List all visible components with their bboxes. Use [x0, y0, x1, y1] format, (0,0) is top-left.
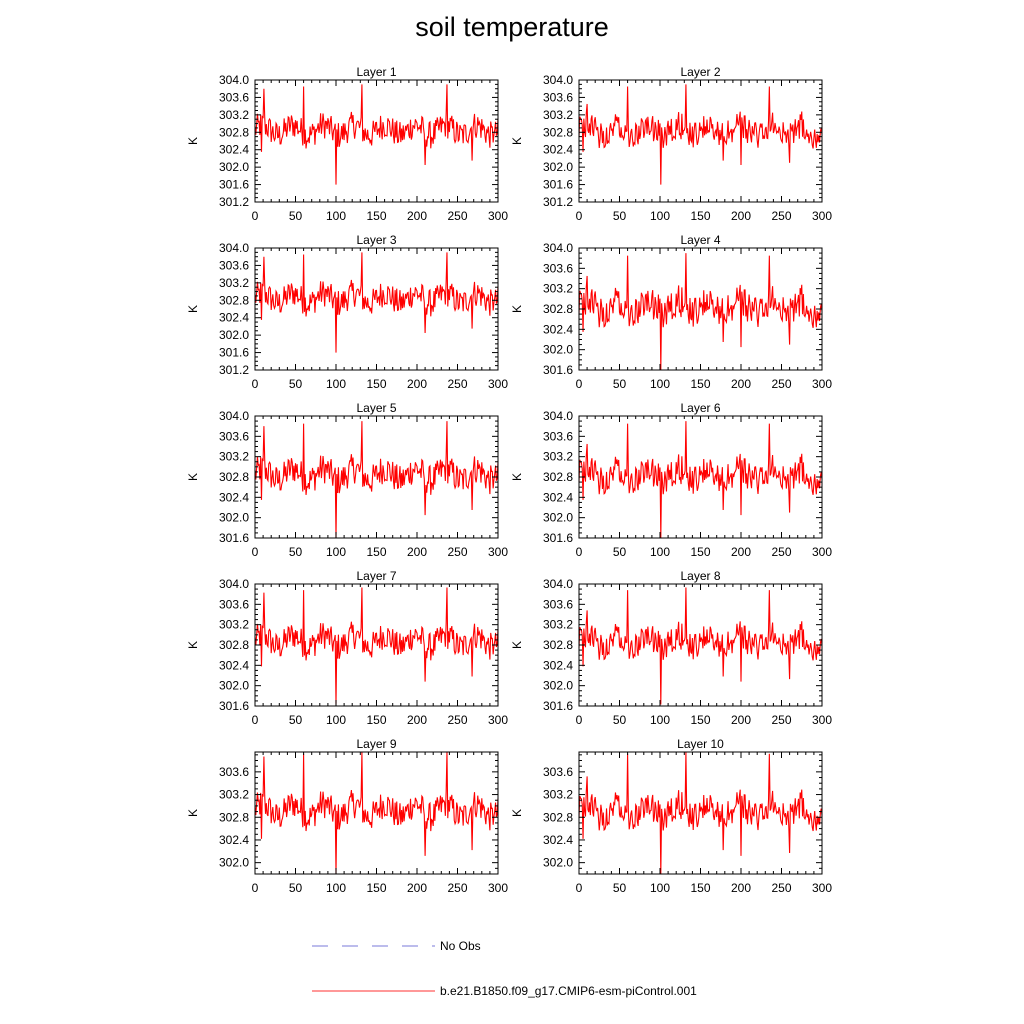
x-tick-label: 0 [575, 713, 583, 727]
y-axis-label: K [510, 136, 524, 146]
panel-title: Layer 4 [680, 233, 721, 247]
x-tick-label: 50 [288, 209, 303, 223]
y-tick-label: 302.8 [218, 293, 249, 308]
x-tick-label: 50 [612, 377, 627, 391]
x-tick-label: 150 [366, 713, 387, 727]
y-tick-label: 303.2 [218, 449, 249, 464]
y-tick-label: 302.8 [218, 470, 249, 484]
y-tick-label: 302.4 [542, 142, 573, 157]
y-axis-label: K [186, 808, 200, 818]
x-tick-label: 150 [366, 377, 387, 391]
x-tick-label: 250 [771, 881, 792, 895]
plot-frame [579, 80, 822, 202]
y-tick-label: 303.2 [542, 281, 573, 296]
x-tick-label: 250 [771, 209, 792, 223]
x-tick-label: 100 [325, 377, 347, 391]
y-tick-label: 304.0 [218, 409, 249, 423]
y-tick-label: 303.6 [218, 597, 249, 612]
y-tick-label: 304.0 [218, 73, 249, 87]
x-tick-label: 150 [690, 881, 711, 895]
x-tick-label: 150 [690, 209, 711, 223]
y-tick-label: 302.0 [542, 510, 573, 525]
y-tick-label: 302.4 [218, 658, 249, 673]
y-tick-label: 304.0 [542, 577, 573, 591]
y-tick-label: 304.0 [542, 409, 573, 423]
x-tick-label: 150 [366, 545, 387, 559]
legend-label: b.e21.B1850.f09_g17.CMIP6-esm-piControl.001 [440, 984, 697, 998]
x-tick-label: 100 [325, 209, 347, 223]
y-tick-label: 303.2 [218, 107, 249, 122]
panel-title: Layer 1 [356, 65, 397, 79]
y-tick-label: 301.6 [218, 345, 249, 360]
x-tick-label: 50 [612, 545, 627, 559]
x-tick-label: 300 [811, 209, 833, 223]
x-tick-label: 0 [575, 377, 583, 391]
series-line [579, 421, 822, 538]
x-tick-label: 150 [366, 209, 387, 223]
x-tick-label: 0 [251, 545, 259, 559]
x-tick-label: 250 [447, 545, 468, 559]
x-tick-label: 250 [771, 377, 792, 391]
panel-title: Layer 6 [680, 401, 721, 415]
page-title: soil temperature [415, 12, 609, 42]
y-tick-label: 304.0 [542, 241, 573, 255]
panel-title: Layer 8 [680, 569, 721, 583]
x-tick-label: 100 [649, 713, 671, 727]
x-tick-label: 50 [288, 545, 303, 559]
y-axis-label: K [186, 136, 200, 146]
x-tick-label: 250 [447, 713, 468, 727]
x-tick-label: 50 [288, 377, 303, 391]
y-tick-label: 303.2 [218, 617, 249, 632]
y-tick-label: 302.0 [218, 855, 249, 870]
y-tick-label: 302.8 [218, 125, 249, 140]
y-tick-label: 303.2 [542, 617, 573, 632]
y-tick-label: 301.6 [542, 531, 573, 545]
plot-frame [255, 80, 498, 202]
x-tick-label: 0 [575, 209, 583, 223]
y-tick-label: 302.0 [542, 678, 573, 693]
y-tick-label: 301.2 [218, 195, 249, 209]
x-tick-label: 300 [487, 713, 509, 727]
x-tick-label: 150 [690, 713, 711, 727]
y-axis-label: K [510, 640, 524, 650]
y-tick-label: 303.2 [542, 449, 573, 464]
y-tick-label: 302.0 [542, 855, 573, 870]
y-tick-label: 303.6 [542, 597, 573, 612]
y-tick-label: 302.8 [542, 125, 573, 140]
series-line [255, 421, 498, 538]
y-tick-label: 302.4 [218, 490, 249, 505]
y-tick-label: 303.6 [218, 764, 249, 779]
y-tick-label: 304.0 [218, 577, 249, 591]
panel-title: Layer 7 [356, 569, 397, 583]
x-tick-label: 250 [447, 209, 468, 223]
y-tick-label: 303.6 [542, 261, 573, 276]
x-tick-label: 0 [251, 713, 259, 727]
series-line [255, 84, 498, 184]
x-tick-label: 100 [649, 881, 671, 895]
y-tick-label: 304.0 [542, 73, 573, 87]
y-axis-label: K [510, 808, 524, 818]
panel-title: Layer 3 [356, 233, 397, 247]
x-tick-label: 250 [447, 881, 468, 895]
plot-frame [255, 416, 498, 538]
legend-label: No Obs [440, 939, 481, 953]
y-tick-label: 301.2 [218, 363, 249, 377]
series-line [579, 752, 822, 874]
x-tick-label: 200 [730, 713, 752, 727]
y-tick-label: 302.0 [218, 510, 249, 525]
x-tick-label: 200 [730, 377, 752, 391]
y-axis-label: K [186, 304, 200, 314]
panel-title: Layer 5 [356, 401, 397, 415]
y-tick-label: 303.2 [542, 107, 573, 122]
x-tick-label: 100 [649, 377, 671, 391]
y-tick-label: 303.6 [542, 764, 573, 779]
x-tick-label: 100 [325, 545, 347, 559]
x-tick-label: 300 [487, 377, 509, 391]
y-tick-label: 303.6 [218, 258, 249, 273]
y-tick-label: 302.4 [542, 832, 573, 847]
y-tick-label: 302.8 [542, 638, 573, 652]
x-tick-label: 0 [251, 881, 259, 895]
x-tick-label: 200 [730, 881, 752, 895]
plot-frame [255, 752, 498, 874]
y-tick-label: 302.4 [542, 490, 573, 505]
y-tick-label: 302.0 [218, 160, 249, 175]
y-tick-label: 302.4 [542, 658, 573, 673]
x-tick-label: 300 [811, 545, 833, 559]
x-tick-label: 150 [366, 881, 387, 895]
x-tick-label: 150 [690, 545, 711, 559]
y-tick-label: 303.6 [218, 429, 249, 444]
y-axis-label: K [510, 472, 524, 482]
x-tick-label: 200 [406, 545, 428, 559]
x-tick-label: 250 [771, 713, 792, 727]
x-tick-label: 300 [811, 377, 833, 391]
series-line [255, 588, 498, 705]
panel-title: Layer 10 [677, 737, 724, 751]
y-tick-label: 301.6 [542, 699, 573, 713]
x-tick-label: 50 [612, 713, 627, 727]
x-tick-label: 200 [730, 209, 752, 223]
series-line [579, 253, 822, 370]
y-tick-label: 301.6 [218, 699, 249, 713]
x-tick-label: 300 [487, 881, 509, 895]
x-tick-label: 200 [406, 377, 428, 391]
y-tick-label: 302.4 [542, 322, 573, 337]
panel-title: Layer 2 [680, 65, 721, 79]
y-tick-label: 303.2 [218, 275, 249, 290]
x-tick-label: 250 [771, 545, 792, 559]
y-axis-label: K [186, 640, 200, 650]
y-tick-label: 302.8 [542, 470, 573, 484]
x-tick-label: 50 [612, 881, 627, 895]
y-tick-label: 303.2 [218, 787, 249, 802]
series-line [579, 84, 822, 184]
y-tick-label: 303.6 [542, 90, 573, 105]
y-tick-label: 302.4 [218, 310, 249, 325]
x-tick-label: 100 [649, 545, 671, 559]
y-tick-label: 302.8 [542, 810, 573, 825]
x-tick-label: 50 [288, 881, 303, 895]
x-tick-label: 300 [487, 545, 509, 559]
y-tick-label: 301.6 [542, 177, 573, 192]
y-tick-label: 301.6 [542, 363, 573, 377]
plot-frame [255, 248, 498, 370]
x-tick-label: 300 [487, 209, 509, 223]
y-tick-label: 302.0 [542, 342, 573, 357]
y-tick-label: 301.2 [542, 195, 573, 209]
x-tick-label: 0 [575, 881, 583, 895]
y-tick-label: 301.6 [218, 531, 249, 545]
x-tick-label: 0 [251, 377, 259, 391]
x-tick-label: 50 [612, 209, 627, 223]
y-tick-label: 304.0 [218, 241, 249, 255]
series-line [255, 752, 498, 874]
x-tick-label: 300 [811, 881, 833, 895]
x-tick-label: 200 [406, 209, 428, 223]
y-tick-label: 302.8 [218, 638, 249, 652]
x-tick-label: 50 [288, 713, 303, 727]
y-tick-label: 302.0 [218, 678, 249, 693]
y-tick-label: 302.4 [218, 832, 249, 847]
y-axis-label: K [186, 472, 200, 482]
y-tick-label: 302.4 [218, 142, 249, 157]
x-tick-label: 300 [811, 713, 833, 727]
y-tick-label: 301.6 [218, 177, 249, 192]
y-tick-label: 302.8 [218, 810, 249, 825]
panel-title: Layer 9 [356, 737, 397, 751]
x-tick-label: 100 [649, 209, 671, 223]
y-tick-label: 302.0 [218, 328, 249, 343]
x-tick-label: 0 [251, 209, 259, 223]
series-line [255, 252, 498, 352]
x-tick-label: 100 [325, 713, 347, 727]
x-tick-label: 200 [406, 881, 428, 895]
plot-frame [255, 584, 498, 706]
x-tick-label: 250 [447, 377, 468, 391]
x-tick-label: 150 [690, 377, 711, 391]
x-tick-label: 0 [575, 545, 583, 559]
y-tick-label: 303.6 [218, 90, 249, 105]
x-tick-label: 200 [406, 713, 428, 727]
series-line [579, 588, 822, 705]
y-tick-label: 302.0 [542, 160, 573, 175]
y-tick-label: 303.6 [542, 429, 573, 444]
y-axis-label: K [510, 304, 524, 314]
y-tick-label: 303.2 [542, 787, 573, 802]
x-tick-label: 100 [325, 881, 347, 895]
x-tick-label: 200 [730, 545, 752, 559]
y-tick-label: 302.8 [542, 302, 573, 316]
